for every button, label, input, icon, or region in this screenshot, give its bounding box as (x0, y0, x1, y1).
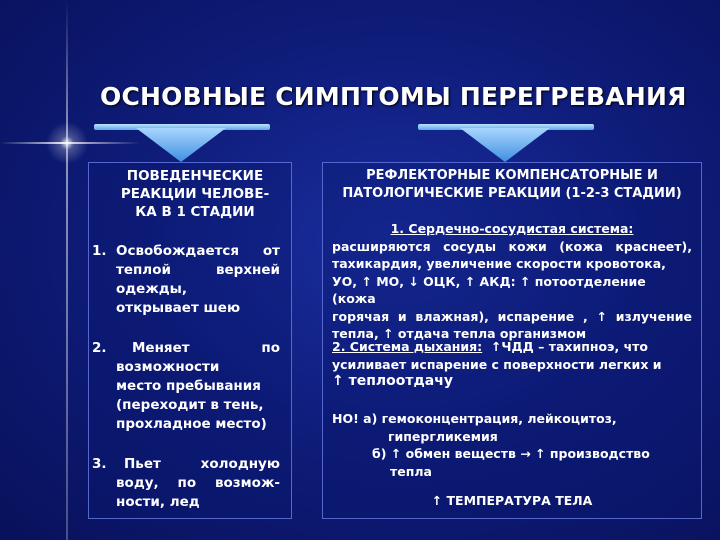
list-item-line: ности, лед (116, 494, 200, 510)
but-line: а) гемоконцентрация, лейкоцитоз, (363, 411, 617, 426)
list-item-line: Меняет по (132, 340, 280, 356)
but-line: б) ↑ обмен веществ → ↑ производство (372, 446, 650, 461)
list-item-line: теплой верхней (116, 262, 280, 278)
decor-vertical-line (66, 0, 68, 540)
cardio-line: расширяются сосуды кожи (кожа краснеет), (332, 238, 692, 254)
but-line: гипергликемия (388, 428, 498, 444)
but-label: НО! (332, 411, 359, 426)
left-heading-line: ПОВЕДЕНЧЕСКИЕ (126, 168, 264, 184)
right-heading-line: ПАТОЛОГИЧЕСКИЕ РЕАКЦИИ (1-2-3 СТАДИИ) (342, 186, 682, 201)
respiration-title: 2. Система дыхания: (332, 339, 483, 354)
left-heading-line: КА В 1 СТАДИИ (135, 204, 255, 220)
list-item-line: Пьет холодную (124, 456, 280, 472)
cardio-line: тахикардия, увеличение скорости кровотока, (332, 256, 666, 271)
but-section (332, 410, 692, 480)
list-item (92, 339, 280, 434)
down-arrow-left-icon (136, 128, 226, 162)
cardio-line: горячая и влажная), испарение , ↑ излучение (332, 308, 692, 324)
decor-sparkle (40, 116, 94, 170)
list-item-line: Освобождается от (116, 243, 280, 259)
list-item-number: 2. (92, 340, 107, 356)
left-heading (115, 167, 275, 221)
list-item (92, 242, 280, 318)
list-item-number: 3. (92, 456, 107, 472)
temperature-result: ↑ ТЕМПЕРАТУРА ТЕЛА (431, 493, 593, 508)
left-heading-line: РЕАКЦИИ ЧЕЛОВЕ- (120, 186, 270, 202)
cardio-section (332, 220, 692, 343)
right-heading-line: РЕФЛЕКТОРНЫЕ КОМПЕНСАТОРНЫЕ И (366, 168, 658, 183)
respiration-section (332, 338, 692, 391)
list-item-line: (переходит в тень, (116, 397, 264, 413)
right-heading (328, 167, 696, 203)
respiration-line: усиливает испарение с поверхности легких и (332, 356, 662, 372)
slide-title: ОСНОВНЫЕ СИМПТОМЫ ПЕРЕГРЕВАНИЯ (100, 82, 687, 111)
down-arrow-right-icon (460, 128, 550, 162)
respiration-line: ↑ теплоотдачу (332, 373, 453, 389)
list-item-line: воду, по возмож- (116, 475, 280, 491)
list-item-line: место пребывания (116, 378, 261, 394)
cardio-title: 1. Сердечно-сосудистая система: (390, 221, 634, 236)
list-item-line: открывает шею (116, 300, 241, 316)
list-item-line: прохладное место) (116, 416, 267, 432)
respiration-line: ↑ЧДД – тахипноэ, что (490, 339, 648, 354)
but-line: тепла (390, 463, 432, 479)
list-item (92, 455, 280, 512)
cardio-line: УО, ↑ МО, ↓ ОЦК, ↑ АКД: ↑ потоотделение (кожа (332, 273, 646, 306)
cardio-line: тепла, ↑ отдача тепла организмом (332, 326, 587, 341)
list-item-line: возможности (116, 359, 220, 375)
list-item-number: 1. (92, 243, 107, 259)
list-item-line: одежды, (116, 281, 188, 297)
